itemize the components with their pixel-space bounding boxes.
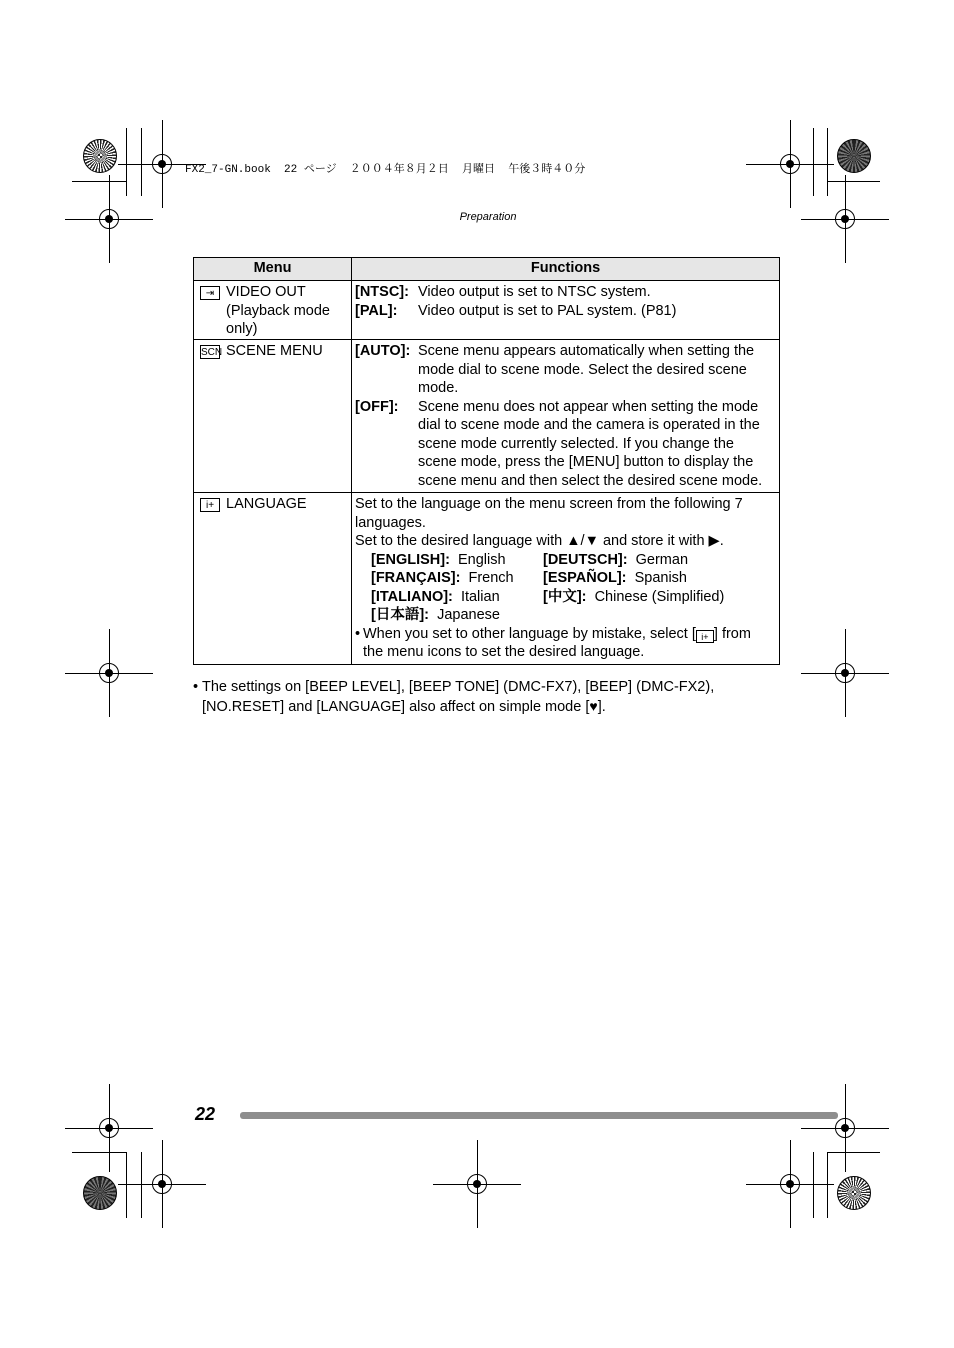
footnote: • The settings on [BEEP LEVEL], [BEEP TONE] (DMC-FX7), [BEEP] (DMC-FX2), [NO.RESET] and [LANGUAGE] also affect on simple mode [♥]. [193,679,715,715]
language-option: [ITALIANO]: Italian [371,588,500,605]
menu-item-label: SCENE MENU [226,343,323,359]
language-option: [ENGLISH]: English [371,551,506,568]
language-option: [中文]: Chinese (Simplified) [543,588,725,605]
table-header-row [194,258,780,281]
menu-column-header: Menu [194,258,352,281]
registration-target-icon [837,139,871,173]
language-intro: Set to the language on the menu screen from the following 7 languages. [355,496,743,531]
registration-target-icon [83,139,117,173]
language-option: [FRANÇAIS]: French [371,570,514,586]
language-icon: i+ [696,630,714,643]
language-note: • When you set to other language by mistake, select [ i+ ] from the menu icons to set the desired language. [355,625,751,660]
print-header: FX2_7-GN.book 22 ページ ２００４年８月２日 月曜日 午後３時４０分 [185,164,586,176]
language-option: [ESPAÑOL]: Spanish [543,570,687,586]
page-number: 22 [195,1104,216,1124]
table-row [194,493,780,665]
table-row [194,340,780,493]
menu-item-label: LANGUAGE [226,496,307,512]
function-option: [PAL]: Video output is set to PAL system. (P81) [355,302,677,319]
section-title: Preparation [459,211,517,223]
functions-column-header: Functions [352,258,780,281]
language-option: [日本語]: Japanese [371,607,500,623]
page-bar [240,1112,838,1119]
function-option: [AUTO]: Scene menu appears automatically when setting the mode dial to scene mode. Select the desired scene mode. [355,343,755,396]
function-option: [OFF]: Scene menu does not appear when setting the mode dial to scene mode and the camera is operated in the scene mode currently selected. If you change the scene mode, press the [MENU] button to display the scene menu and then select the desired scene mode. [355,398,763,489]
menu-table [193,257,780,665]
table-row [194,281,780,340]
registration-target-icon [837,1176,871,1210]
language-icon: i+ [200,498,220,512]
menu-item-label: VIDEO OUT (Playback mode only) [226,284,330,337]
video-out-icon: ⇥ [200,286,220,300]
heart-icon: ♥ [589,697,598,714]
language-instructions: Set to the desired language with ▲/▼ and store it with ▶. [355,533,724,549]
registration-target-icon [83,1176,117,1210]
scene-icon: SCN [201,347,223,358]
language-list [355,551,775,625]
function-option: [NTSC]: Video output is set to NTSC system. [355,284,651,300]
language-option: [DEUTSCH]: German [543,551,689,568]
